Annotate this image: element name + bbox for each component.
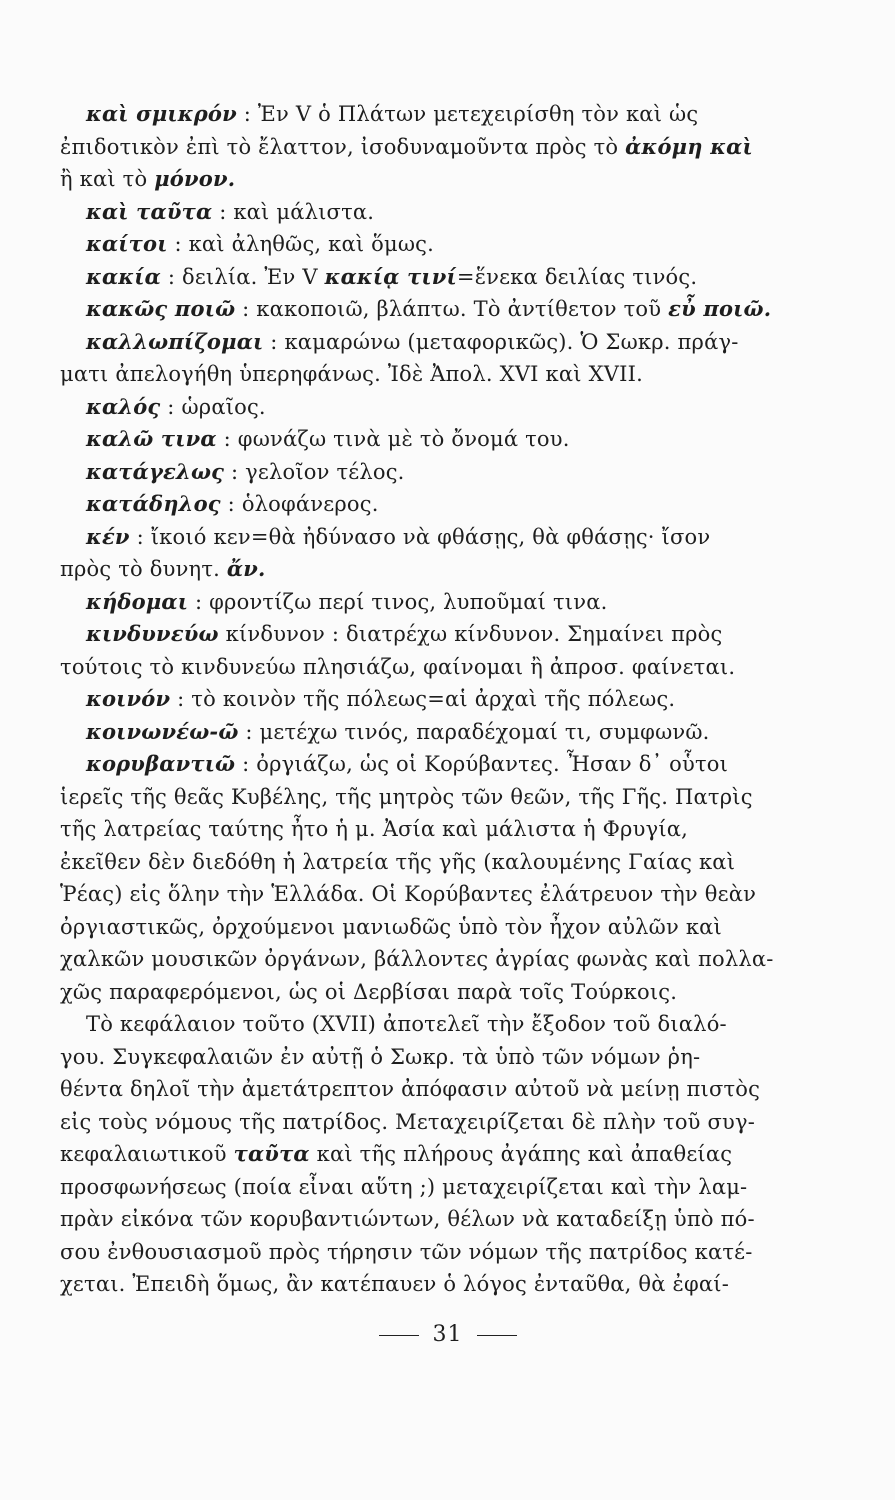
headword: κορυβαντιῶ [86, 751, 236, 776]
text-line [60, 163, 760, 196]
text-segment: : δειλία. Ἐν V [160, 264, 325, 289]
text-line [60, 683, 760, 716]
headword: ταῦτα [233, 1141, 310, 1166]
headword: κοινόν [86, 686, 171, 711]
glossary-entry [60, 618, 760, 683]
headword: ἀκόμη καὶ [625, 133, 753, 159]
glossary-entry [60, 391, 760, 424]
text-line [60, 1171, 760, 1204]
glossary-entry [60, 716, 760, 749]
text-line [60, 1236, 760, 1269]
text-segment: ματι ἀπελογήθη ὑπερηφάνως. Ἰδὲ Ἀπολ. XVI καὶ XVII. [60, 362, 643, 386]
headword: καίτοι [86, 231, 168, 256]
text-segment: χαλκῶν μουσικῶν ὀργάνων, βάλλοντες ἀγρίας φωνὰς καὶ πολλα- [60, 947, 774, 971]
text-line [60, 228, 760, 261]
headword: ἄν. [226, 556, 266, 581]
glossary-entry [60, 228, 760, 261]
text-line [60, 748, 760, 781]
glossary-entry [60, 98, 760, 196]
glossary-entry [60, 326, 760, 391]
glossary-text [60, 98, 774, 1301]
text-segment: πρὰν εἰκόνα τῶν κορυβαντιώντων, θέλων νὰ καταδείξῃ ὑπὸ πό- [60, 1207, 755, 1231]
glossary-entry [60, 456, 760, 489]
glossary-entry [60, 293, 772, 326]
text-line [60, 586, 760, 619]
text-line [60, 1268, 760, 1301]
text-segment: : φωνάζω τινὰ μὲ τὸ ὄνομά του. [216, 427, 570, 451]
text-segment: : καὶ μάλιστα. [212, 199, 375, 224]
glossary-entry [60, 488, 760, 521]
headword: κακίᾳ τινί [324, 263, 457, 289]
text-line [60, 1008, 760, 1041]
text-line [60, 391, 760, 424]
page-number [0, 1322, 895, 1347]
headword: κήδομαι [86, 588, 189, 614]
headword: κακῶς ποιῶ [86, 296, 236, 321]
text-segment: ἢ καὶ τὸ [60, 167, 155, 191]
text-segment: γου. Συγκεφαλαιῶν ἐν αὐτῇ ὁ Σωκρ. τὰ ὑπὸ τῶν νόμων ῥη- [60, 1044, 701, 1069]
glossary-entry [60, 748, 774, 1008]
text-line [60, 456, 760, 489]
headword: καλῶ τινα [86, 426, 217, 451]
text-line [60, 781, 760, 814]
text-line [60, 716, 760, 749]
text-segment: : καὶ ἀληθῶς, καὶ ὅμως. [167, 232, 435, 256]
headword: καλλωπίζομαι [86, 328, 264, 354]
text-segment: εἰς τοὺς νόμους τῆς πατρίδος. Μεταχειρίζεται δὲ πλὴν τοῦ συγ- [60, 1109, 756, 1134]
text-line [60, 293, 772, 326]
text-segment: : ἴκοιό κεν=θὰ ἠδύνασο νὰ φθάσῃς, θὰ φθάσῃς· ἴσον [129, 524, 711, 549]
text-segment: ἐκεῖθεν δὲν διεδόθη ἡ λατρεία τῆς γῆς (καλουμένης Γαίας καὶ [60, 849, 736, 874]
headword: καὶ σμικρόν [86, 101, 237, 126]
text-segment: : ὀργιάζω, ὡς οἱ Κορύβαντες. Ἦσαν δ᾽ οὗτοι [235, 752, 729, 776]
text-segment: τῆς λατρείας ταύτης ἦτο ἡ μ. Ἀσία καὶ μάλιστα ἡ Φρυγία, [60, 817, 689, 841]
text-segment: : μετέχω τινός, παραδέχομαί τι, συμφωνῶ. [238, 719, 710, 744]
commentary-paragraph [60, 1008, 760, 1301]
headword: κατάγελως [86, 458, 225, 484]
text-segment: πρὸς τὸ δυνητ. [60, 557, 227, 581]
glossary-entry [60, 521, 760, 586]
text-segment: κεφαλαιωτικοῦ [60, 1142, 234, 1166]
text-line [60, 1106, 760, 1139]
text-line [60, 196, 760, 229]
text-line [60, 488, 760, 521]
text-line [60, 1138, 760, 1171]
headword: καὶ ταῦτα [86, 198, 213, 224]
text-segment: Ῥέας) εἰς ὅλην τὴν Ἑλλάδα. Οἱ Κορύβαντες ἐλάτρευον τὴν θεὰν [60, 882, 757, 906]
text-line [60, 521, 760, 554]
text-line [60, 553, 760, 586]
text-line [60, 846, 760, 879]
text-segment: Τὸ κεφάλαιον τοῦτο (XVII) ἀποτελεῖ τὴν ἔξοδον τοῦ διαλό- [86, 1012, 727, 1036]
text-line [60, 1073, 760, 1106]
text-line [60, 651, 760, 684]
text-segment: ἐπιδοτικὸν ἐπὶ τὸ ἔλαττον, ἰσοδυναμοῦντα πρὸς τὸ [60, 134, 626, 159]
text-segment: τούτοις τὸ κινδυνεύω πλησιάζω, φαίνομαι ἢ ἀπροσ. φαίνεται. [60, 654, 736, 679]
text-segment: =ἕνεκα δειλίας τινός. [456, 264, 698, 289]
text-segment: ὀργιαστικῶς, ὀρχούμενοι μανιωδῶς ὑπὸ τὸν ἦχον αὐλῶν καὶ [60, 914, 722, 939]
headword: εὖ ποιῶ. [668, 296, 772, 321]
text-line [60, 1203, 760, 1236]
text-segment: θέντα δηλοῖ τὴν ἀμετάτρεπτον ἀπόφασιν αὐτοῦ νὰ μείνῃ πιστὸς [60, 1077, 761, 1101]
text-segment: : καμαρώνω (μεταφορικῶς). Ὁ Σωκρ. πράγ- [263, 329, 739, 354]
text-segment: : Ἐν V ὁ Πλάτων μετεχειρίσθη τὸν καὶ ὡς [236, 102, 699, 126]
text-line [60, 878, 760, 911]
headword: καλός [86, 393, 161, 419]
text-line [60, 911, 760, 944]
headword: μόνον. [154, 166, 236, 191]
headword: κακία [86, 263, 161, 289]
page-number-value: 31 [432, 1322, 463, 1347]
text-line [60, 1041, 760, 1074]
text-segment: : τὸ κοινὸν τῆς πόλεως=αἱ ἀρχαὶ τῆς πόλεως. [170, 687, 676, 711]
text-segment: σου ἐνθουσιασμοῦ πρὸς τήρησιν τῶν νόμων τῆς πατρίδος κατέ- [60, 1239, 753, 1264]
headword: κινδυνεύω [86, 621, 219, 646]
text-line [60, 943, 774, 976]
text-segment: : ὡραῖος. [160, 394, 266, 419]
text-line [60, 261, 760, 294]
dash-right [477, 1335, 517, 1336]
text-segment: : κακοποιῶ, βλάπτω. Τὸ ἀντίθετον τοῦ [235, 297, 669, 321]
headword: κατάδηλος [86, 491, 221, 516]
text-segment: χῶς παραφερόμενοι, ὡς οἱ Δερβίσαι παρὰ τοῖς Τούρκοις. [60, 979, 678, 1004]
glossary-entry [60, 423, 760, 456]
text-line [60, 326, 760, 359]
glossary-entry [60, 586, 760, 619]
text-segment: : φροντίζω περί τινος, λυποῦμαί τινα. [188, 589, 608, 614]
glossary-entry [60, 683, 760, 716]
text-line [60, 813, 760, 846]
text-line [60, 423, 760, 456]
glossary-entry [60, 196, 760, 229]
text-line [60, 618, 760, 651]
text-segment: ἱερεῖς τῆς θεᾶς Κυβέλης, τῆς μητρὸς τῶν θεῶν, τῆς Γῆς. Πατρὶς [60, 784, 753, 809]
headword: κέν [86, 523, 130, 549]
glossary-entry [60, 261, 760, 294]
text-line [60, 976, 760, 1009]
text-segment: χεται. Ἐπειδὴ ὅμως, ἂν κατέπαυεν ὁ λόγος ἐνταῦθα, θὰ ἐφαί- [60, 1272, 729, 1296]
text-line [60, 98, 760, 131]
text-segment: προσφωνήσεως (ποία εἶναι αὕτη ;) μεταχειρίζεται καὶ τὴν λαμ- [60, 1174, 748, 1199]
text-line [60, 131, 760, 164]
text-segment: : ὁλοφάνερος. [220, 492, 379, 516]
text-segment: : γελοῖον τέλος. [224, 459, 405, 484]
text-segment: καὶ τῆς πλήρους ἀγάπης καὶ ἀπαθείας [309, 1142, 733, 1166]
text-segment: κίνδυνον : διατρέχω κίνδυνον. Σημαίνει πρὸς [218, 622, 723, 646]
headword: κοινωνέω-ῶ [86, 718, 239, 744]
text-line [60, 358, 760, 391]
dash-left [379, 1335, 419, 1336]
